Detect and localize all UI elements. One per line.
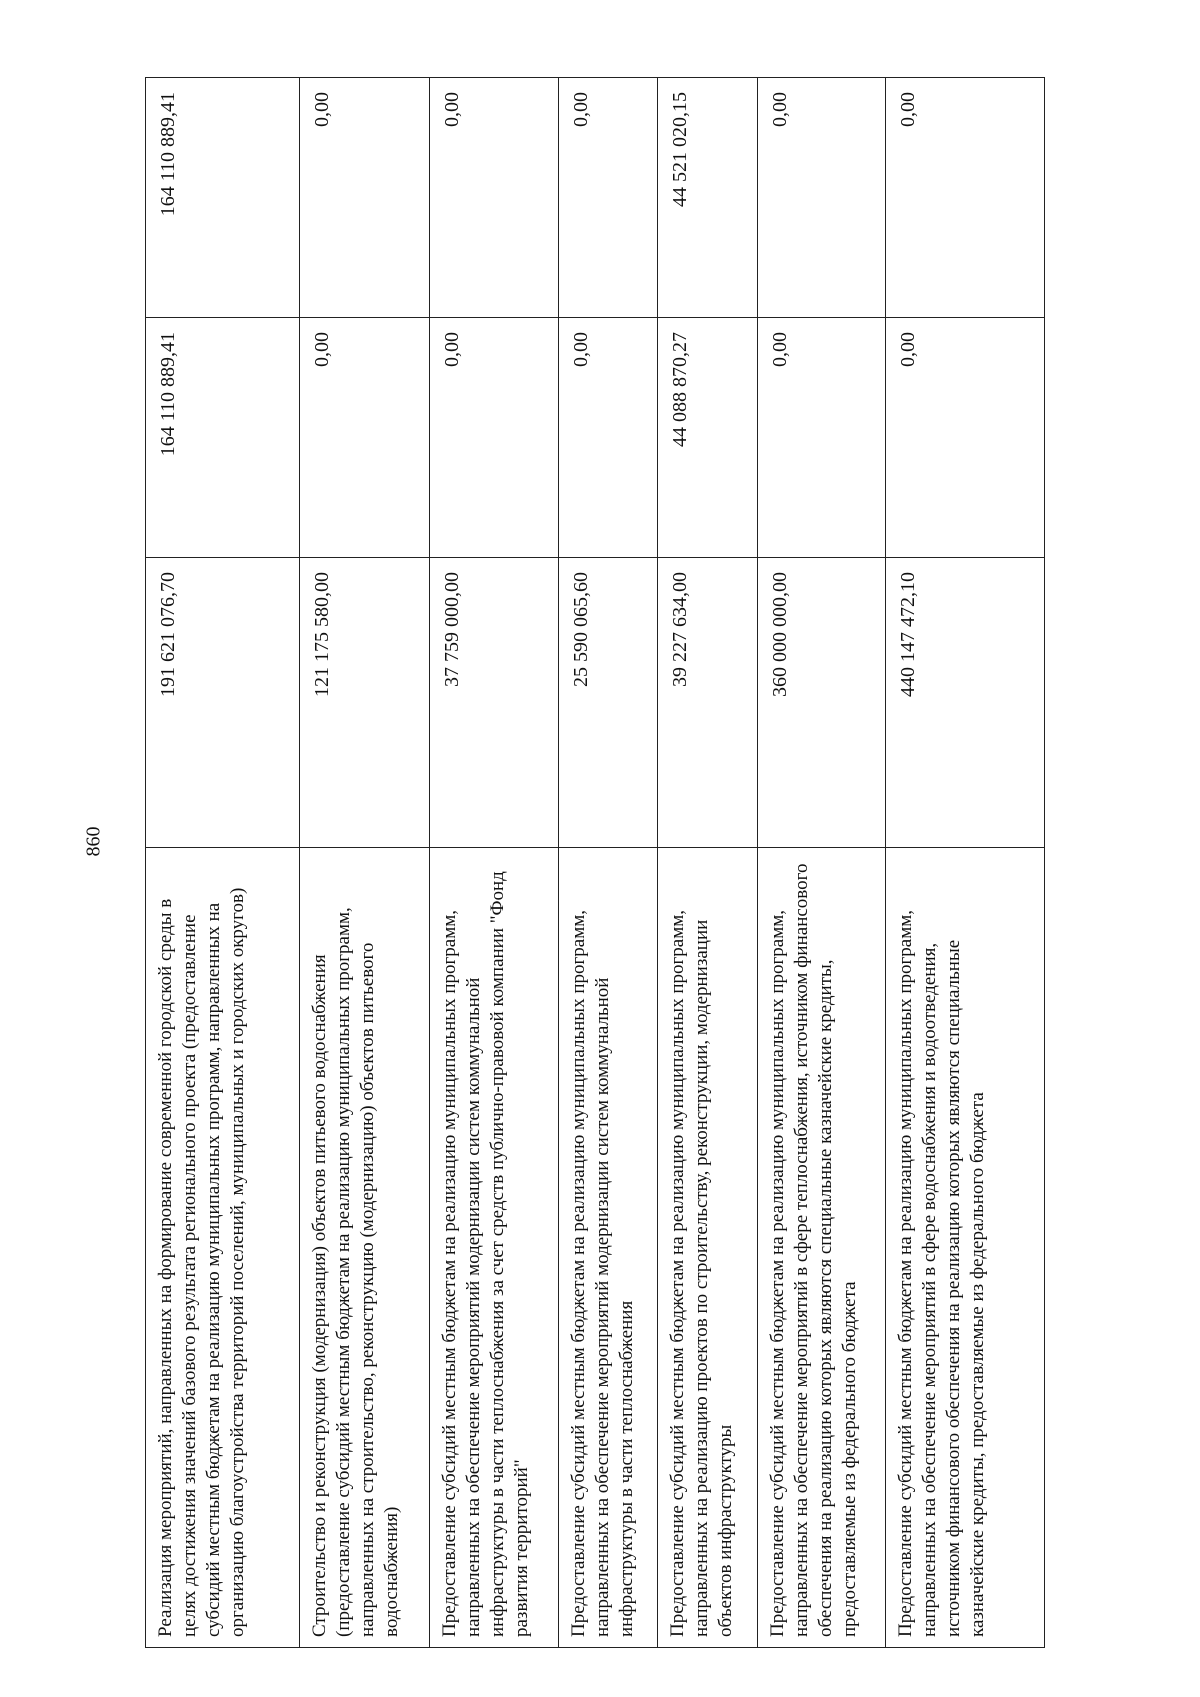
budget-table xyxy=(145,77,1045,1648)
table-row xyxy=(430,78,558,1648)
table-row xyxy=(886,78,1045,1648)
value-year-2: 0,00 xyxy=(886,318,1045,558)
value-year-3: 0,00 xyxy=(300,78,430,318)
table-row xyxy=(146,78,300,1648)
row-description: Предоставление субсидий местным бюджетам на реализацию муниципальных программ, направленных на реализацию проектов по строительству, реконструкции, модернизации объектов инфраструктуры xyxy=(658,848,758,1648)
table-row xyxy=(300,78,430,1648)
value-year-2: 0,00 xyxy=(300,318,430,558)
value-year-2: 164 110 889,41 xyxy=(146,318,300,558)
value-year-2: 0,00 xyxy=(558,318,658,558)
value-year-2: 0,00 xyxy=(430,318,558,558)
value-year-1: 440 147 472,10 xyxy=(886,558,1045,848)
value-year-1: 25 590 065,60 xyxy=(558,558,658,848)
value-year-3: 164 110 889,41 xyxy=(146,78,300,318)
value-year-1: 360 000 000,00 xyxy=(758,558,886,848)
value-year-1: 191 621 076,70 xyxy=(146,558,300,848)
value-year-2: 44 088 870,27 xyxy=(658,318,758,558)
row-description: Предоставление субсидий местным бюджетам на реализацию муниципальных программ, направленных на обеспечение мероприятий модернизации систем коммунальной инфраструктуры в части теплоснабжения xyxy=(558,848,658,1648)
value-year-3: 0,00 xyxy=(558,78,658,318)
budget-table-container xyxy=(145,78,1045,1648)
value-year-1: 37 759 000,00 xyxy=(430,558,558,848)
row-description: Предоставление субсидий местным бюджетам на реализацию муниципальных программ, направленных на обеспечение мероприятий в сфере теплоснабжения, источником финансового обеспечения на реализацию которых являются специальные казначейские кредиты, предоставляемые из федерального бюджета xyxy=(758,848,886,1648)
row-description: Предоставление субсидий местным бюджетам на реализацию муниципальных программ, направленных на обеспечение мероприятий модернизации систем коммунальной инфраструктуры в части теплоснабжения за счет средств публично-правовой компании "Фонд развития территорий" xyxy=(430,848,558,1648)
value-year-3: 0,00 xyxy=(758,78,886,318)
row-description: Предоставление субсидий местным бюджетам на реализацию муниципальных программ, направленных на обеспечение мероприятий в сфере водоснабжения и водоотведения, источником финансового обеспечения на реализацию которых являются специальные казначейские кредиты, предоставляемые из федерального бюджета xyxy=(886,848,1045,1648)
value-year-1: 39 227 634,00 xyxy=(658,558,758,848)
value-year-1: 121 175 580,00 xyxy=(300,558,430,848)
value-year-2: 0,00 xyxy=(758,318,886,558)
value-year-3: 44 521 020,15 xyxy=(658,78,758,318)
value-year-3: 0,00 xyxy=(430,78,558,318)
row-description: Реализация мероприятий, направленных на формирование современной городской среды в целях достижения значений базового результата регионального проекта (предоставление субсидий местным бюджетам на реализацию муниципальных программ, направленных на организацию благоустройства территорий поселений, муниципальных и городских округов) xyxy=(146,848,300,1648)
rotated-table xyxy=(145,78,1045,1648)
table-row xyxy=(658,78,758,1648)
table-row xyxy=(758,78,886,1648)
value-year-3: 0,00 xyxy=(886,78,1045,318)
page-number: 860 xyxy=(82,826,105,857)
row-description: Строительство и реконструкция (модернизация) объектов питьевого водоснабжения (предоставление субсидий местным бюджетам на реализацию муниципальных программ, направленных на строительство, реконструкцию (модернизацию) объектов питьевого водоснабжения) xyxy=(300,848,430,1648)
table-row xyxy=(558,78,658,1648)
